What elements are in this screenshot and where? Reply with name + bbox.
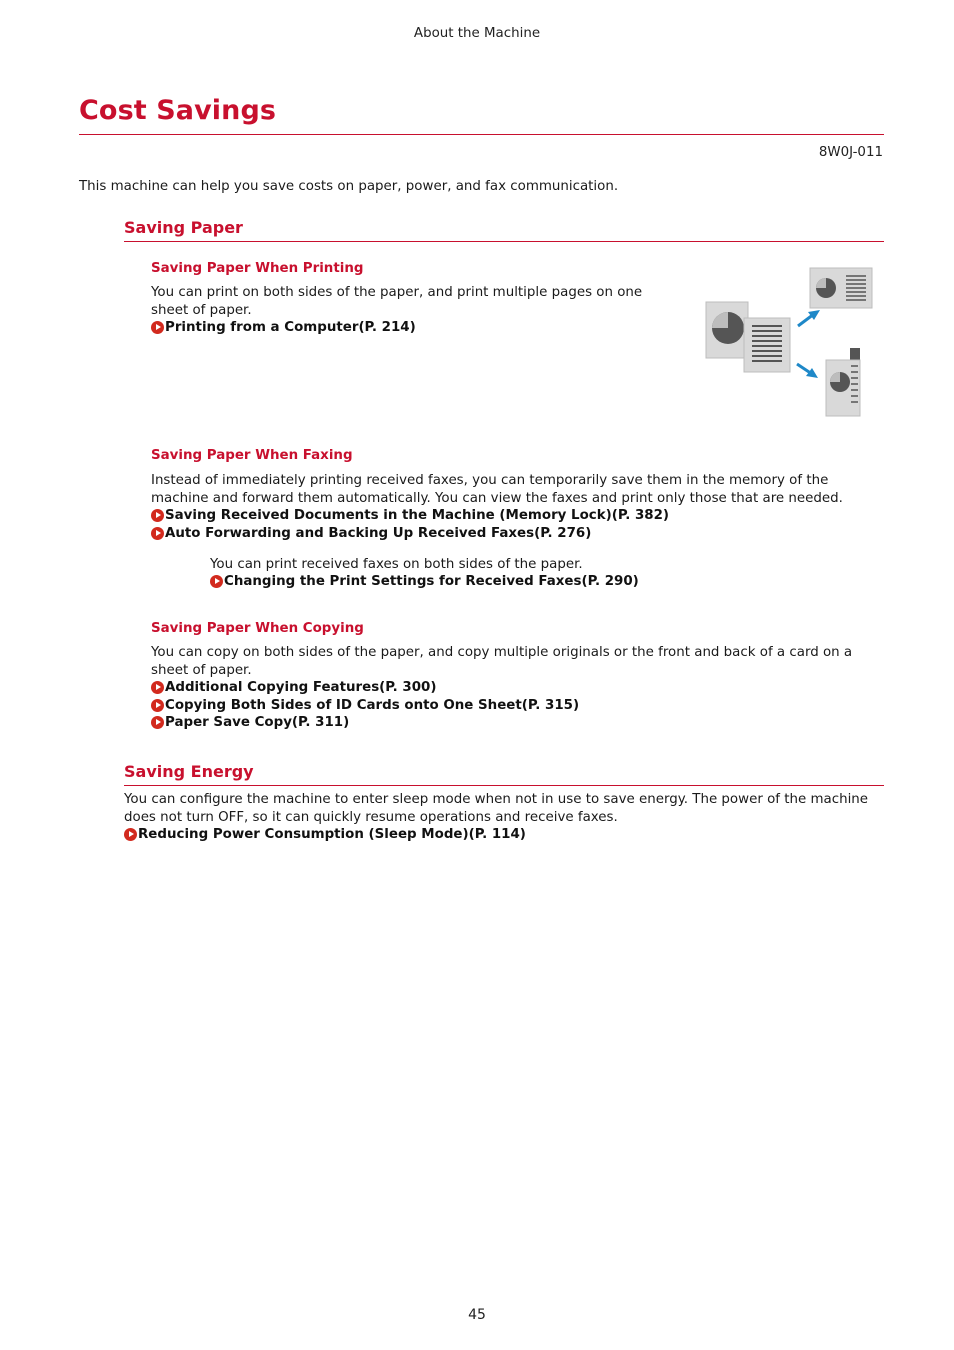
link-printing-from-computer[interactable]: Printing from a Computer(P. 214) — [151, 319, 416, 337]
link-sleep-mode[interactable]: Reducing Power Consumption (Sleep Mode)(P. 114) — [124, 826, 526, 844]
faxing-heading: Saving Paper When Faxing — [151, 448, 353, 463]
copying-links — [151, 679, 579, 732]
source-pie-page-icon — [706, 302, 748, 358]
link-arrow-icon — [151, 509, 164, 522]
page-number: 45 — [468, 1307, 486, 1323]
copying-heading: Saving Paper When Copying — [151, 621, 364, 636]
arrow-up-right-icon — [798, 310, 820, 326]
copying-paragraph: You can copy on both sides of the paper, and copy multiple originals or the front and back of a card on a sheet of paper. — [151, 645, 853, 678]
combined-page-icon — [810, 268, 872, 308]
link-paper-save-copy[interactable]: Paper Save Copy(P. 311) — [151, 714, 579, 732]
printing-paragraph: You can print on both sides of the paper, and print multiple pages on one sheet of paper. — [151, 285, 643, 318]
link-arrow-icon — [151, 699, 164, 712]
saving-energy-paragraph: You can configure the machine to enter sleep mode when not in use to save energy. The power of the machine does not turn OFF, so it can quickly resume operations and receive faxes. — [124, 792, 869, 825]
link-arrow-icon — [124, 828, 137, 841]
title-divider — [79, 134, 884, 135]
link-additional-copying-features[interactable]: Additional Copying Features(P. 300) — [151, 679, 579, 697]
saving-paper-divider — [124, 241, 884, 242]
source-text-page-icon — [744, 318, 790, 372]
saving-energy-heading: Saving Energy — [124, 762, 254, 781]
link-auto-forwarding[interactable]: Auto Forwarding and Backing Up Received Faxes(P. 276) — [151, 525, 669, 543]
document-id: 8W0J-011 — [818, 145, 883, 160]
printing-heading: Saving Paper When Printing — [151, 261, 364, 276]
link-print-settings-received-faxes[interactable]: Changing the Print Settings for Received Faxes(P. 290) — [210, 573, 639, 591]
link-arrow-icon — [151, 527, 164, 540]
faxing-links — [151, 507, 669, 542]
link-arrow-icon — [210, 575, 223, 588]
link-arrow-icon — [151, 716, 164, 729]
link-copying-id-cards[interactable]: Copying Both Sides of ID Cards onto One Sheet(P. 315) — [151, 697, 579, 715]
link-arrow-icon — [151, 681, 164, 694]
page-title: Cost Savings — [79, 95, 277, 126]
saving-energy-divider — [124, 785, 884, 786]
faxing-note: You can print received faxes on both sides of the paper. — [210, 557, 583, 572]
saving-paper-heading: Saving Paper — [124, 218, 243, 237]
link-arrow-icon — [151, 321, 164, 334]
arrow-down-right-icon — [797, 364, 818, 378]
intro-paragraph: This machine can help you save costs on paper, power, and fax communication. — [79, 179, 619, 194]
link-memory-lock[interactable]: Saving Received Documents in the Machine (Memory Lock)(P. 382) — [151, 507, 669, 525]
faxing-paragraph: Instead of immediately printing received faxes, you can temporarily save them in the memory of the machine and forward them automatically. You can view the faxes and print only those that are needed. — [151, 473, 843, 506]
duplex-page-icon — [826, 348, 860, 416]
two-sided-printing-illustration — [700, 262, 880, 422]
running-header: About the Machine — [413, 26, 541, 41]
